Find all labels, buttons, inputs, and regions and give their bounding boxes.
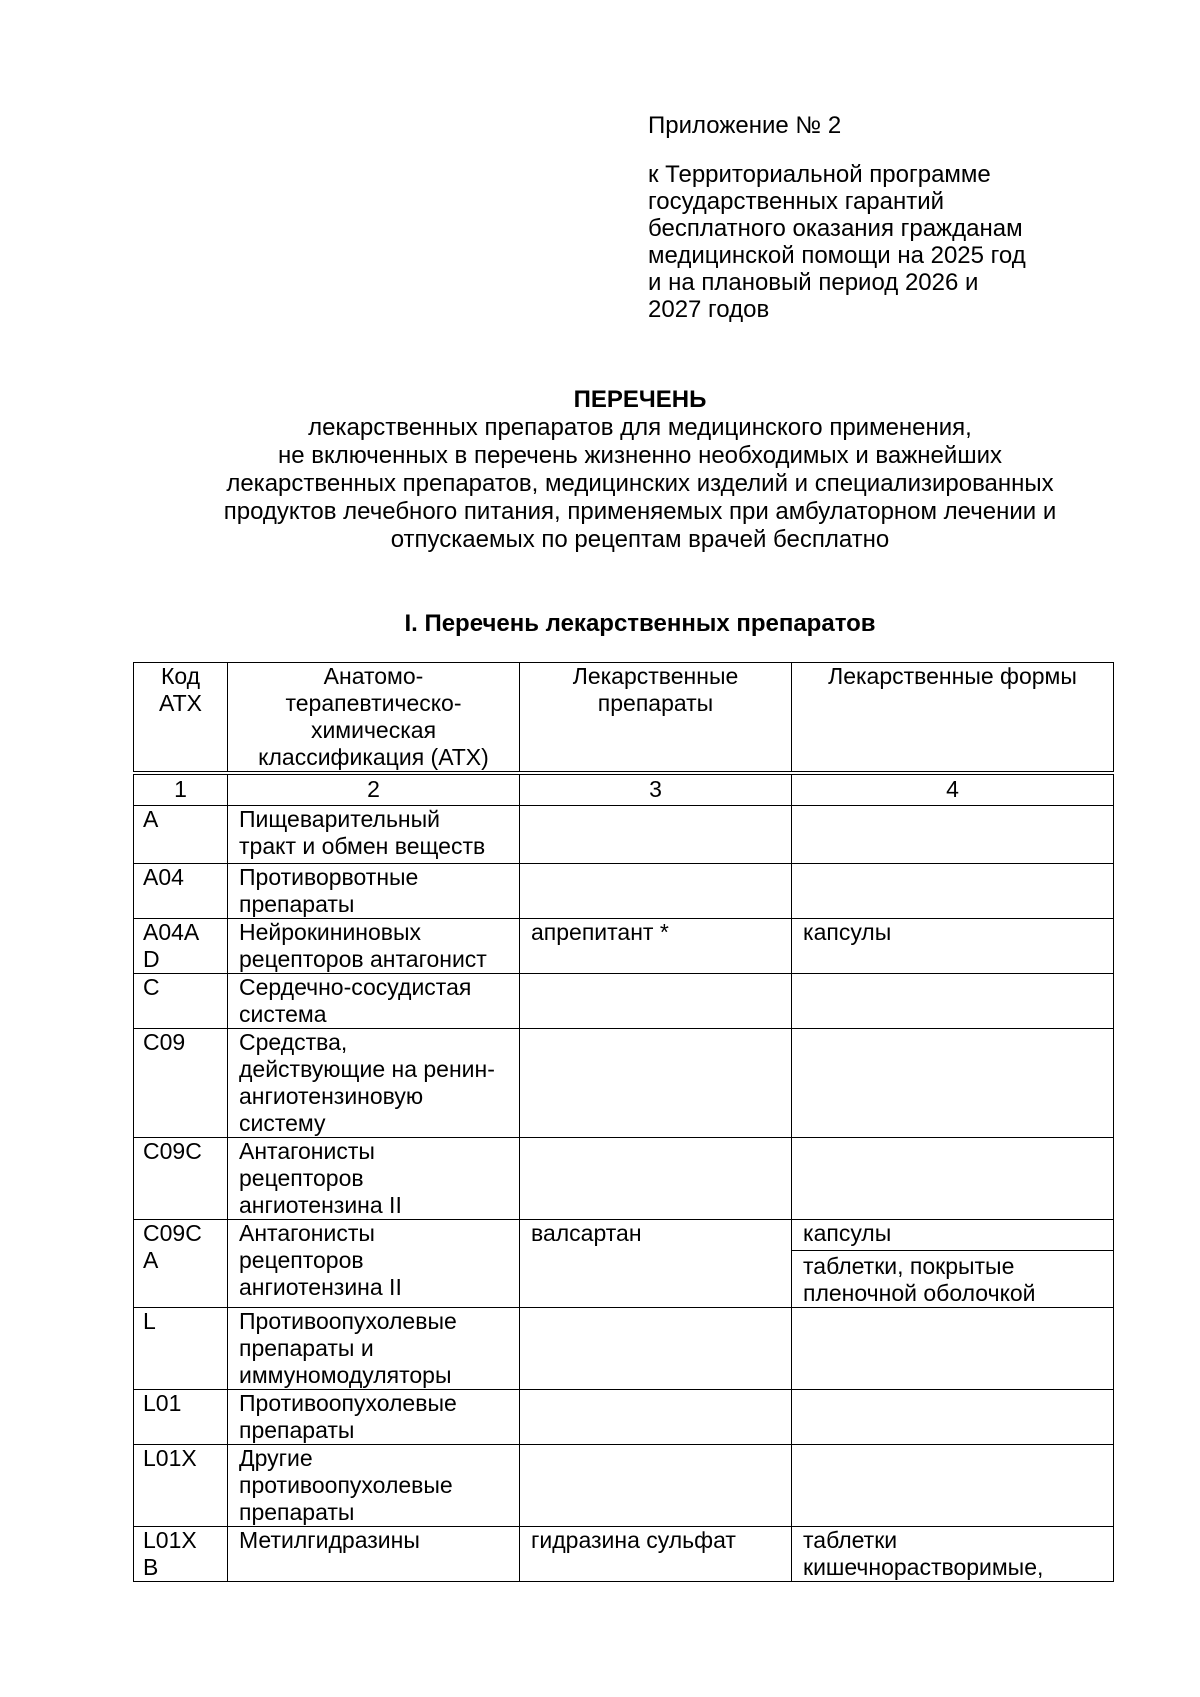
class-line: Антагонисты [239, 1138, 375, 1164]
code-line: A [143, 1247, 159, 1273]
header-line: Анатомо- [323, 663, 424, 689]
drug-forms [792, 974, 1114, 1029]
appendix-block [648, 112, 1108, 323]
table-row [134, 1029, 1114, 1138]
drug-table [133, 774, 1114, 1582]
code-line: B [143, 1554, 159, 1580]
section-title: I. Перечень лекарственных препаратов [404, 610, 876, 637]
code-line: L01 [143, 1390, 182, 1416]
atc-code [134, 919, 228, 974]
code-line: C [143, 974, 160, 1000]
column-number: 1 [134, 775, 228, 806]
drug-name [520, 1029, 792, 1138]
atc-class [228, 806, 520, 864]
table-row [134, 806, 1114, 864]
drug-forms [792, 1029, 1114, 1138]
header-drugs [520, 663, 792, 772]
atc-code [134, 1029, 228, 1138]
atc-class [228, 1390, 520, 1445]
header-row [134, 663, 1114, 772]
class-line: ангиотензина II [239, 1192, 402, 1218]
drug-forms [792, 806, 1114, 864]
drug-name [520, 974, 792, 1029]
code-line: L01X [143, 1445, 197, 1471]
class-line: Другие [239, 1445, 313, 1471]
heading-line: лекарственных препаратов, медицинских изделий и специализированных [226, 470, 1054, 497]
code-line: C09C [143, 1220, 202, 1246]
atc-code [134, 1308, 228, 1390]
appendix-line: государственных гарантий [648, 188, 945, 215]
atc-class [228, 974, 520, 1029]
drug-forms [792, 1390, 1114, 1445]
drug-name [520, 1445, 792, 1527]
header-forms [792, 663, 1114, 772]
class-line: препараты [239, 891, 355, 917]
drug-name [520, 864, 792, 919]
column-number: 2 [228, 775, 520, 806]
atc-code [134, 864, 228, 919]
class-line: Антагонисты [239, 1220, 375, 1246]
drug-forms [792, 1445, 1114, 1527]
class-line: систему [239, 1110, 326, 1136]
atc-code [134, 1445, 228, 1527]
table-row [134, 919, 1114, 974]
form-line: капсулы [803, 919, 892, 945]
atc-class [228, 919, 520, 974]
header-line: Лекарственные формы [828, 663, 1077, 689]
code-line: L [143, 1308, 156, 1334]
table-row [134, 1445, 1114, 1527]
code-line: A04A [143, 919, 200, 945]
code-line: C09 [143, 1029, 186, 1055]
appendix-line: и на плановый период 2026 и [648, 269, 979, 296]
class-line: ангиотензиновую [239, 1083, 424, 1109]
class-line: Нейрокининовых [239, 919, 422, 945]
table-row [134, 864, 1114, 919]
header-line: Код [160, 663, 201, 689]
class-line: тракт и обмен веществ [239, 833, 486, 859]
column-number: 4 [792, 775, 1114, 806]
class-line: препараты [239, 1499, 355, 1525]
class-line: рецепторов [239, 1247, 364, 1273]
column-number: 3 [520, 775, 792, 806]
header-line: Лекарственные [572, 663, 739, 689]
drug-forms [792, 1220, 1114, 1308]
class-line: Противоопухолевые [239, 1308, 457, 1334]
appendix-line: медицинской помощи на 2025 год [648, 242, 1026, 269]
class-line: система [239, 1001, 327, 1027]
header-line: химическая [310, 717, 437, 743]
atc-class [228, 1029, 520, 1138]
class-line: Средства, [239, 1029, 348, 1055]
class-line: препараты [239, 1417, 355, 1443]
atc-class [228, 1445, 520, 1527]
atc-code [134, 1527, 228, 1582]
atc-code [134, 1138, 228, 1220]
atc-class [228, 1220, 520, 1308]
class-line: Метилгидразины [239, 1527, 420, 1553]
drug-forms [792, 1308, 1114, 1390]
appendix-line: к Территориальной программе [648, 161, 991, 188]
class-line: Пищеварительный [239, 806, 441, 832]
heading-line: отпускаемых по рецептам врачей бесплатно [390, 526, 890, 553]
appendix-line: бесплатного оказания гражданам [648, 215, 1023, 242]
form-line: капсулы [803, 1220, 892, 1246]
class-line: Противоопухолевые [239, 1390, 457, 1416]
table-row [134, 1527, 1114, 1582]
header-line: классификация (АТХ) [258, 744, 489, 770]
drug-forms [792, 1138, 1114, 1220]
drug-name: гидразина сульфат [520, 1527, 792, 1582]
drug-name [520, 1138, 792, 1220]
header-code [134, 663, 228, 772]
atc-code [134, 1220, 228, 1308]
heading-line: лекарственных препаратов для медицинского применения, [308, 414, 972, 441]
drug-name: валсартан [520, 1220, 792, 1308]
header-line: препараты [597, 690, 714, 716]
atc-class [228, 864, 520, 919]
code-line: A04 [143, 864, 184, 890]
table-row [134, 1220, 1114, 1308]
table-header [133, 662, 1114, 772]
table-row [134, 1308, 1114, 1390]
atc-class [228, 1138, 520, 1220]
class-line: рецепторов [239, 1165, 364, 1191]
appendix-number: Приложение № 2 [648, 112, 842, 139]
class-line: рецепторов антагонист [239, 946, 487, 972]
code-line: C09C [143, 1138, 202, 1164]
header-line: АТХ [159, 690, 202, 716]
class-line: Сердечно-сосудистая [239, 974, 472, 1000]
table-row [134, 1138, 1114, 1220]
code-line: A [143, 806, 159, 832]
heading-line: не включенных в перечень жизненно необходимых и важнейших [278, 442, 1002, 469]
drug-forms [792, 1527, 1114, 1582]
header-classification [228, 663, 520, 772]
drug-name [520, 1390, 792, 1445]
class-line: противоопухолевые [239, 1472, 453, 1498]
form-line: таблетки, покрытые пленочной оболочкой [792, 1250, 1113, 1307]
class-line: Противорвотные [239, 864, 419, 890]
drug-forms [792, 864, 1114, 919]
column-number-row [134, 775, 1114, 806]
class-line: ангиотензина II [239, 1274, 402, 1300]
appendix-line: 2027 годов [648, 296, 770, 323]
document-title: ПЕРЕЧЕНЬ [573, 386, 707, 413]
code-line: D [143, 946, 160, 972]
class-line: действующие на ренин- [239, 1056, 495, 1082]
atc-class [228, 1308, 520, 1390]
table-row [134, 974, 1114, 1029]
heading-line: продуктов лечебного питания, применяемых при амбулаторном лечении и [223, 498, 1057, 525]
atc-code [134, 974, 228, 1029]
drug-name [520, 806, 792, 864]
class-line: иммуномодуляторы [239, 1362, 452, 1388]
header-line: терапевтическо- [285, 690, 462, 716]
atc-code [134, 1390, 228, 1445]
atc-code [134, 806, 228, 864]
drug-name [520, 1308, 792, 1390]
code-line: L01X [143, 1527, 197, 1553]
document-heading [120, 386, 1160, 554]
class-line: препараты и [239, 1335, 374, 1361]
drug-forms [792, 919, 1114, 974]
atc-class [228, 1527, 520, 1582]
drug-name: апрепитант * [520, 919, 792, 974]
table-row [134, 1390, 1114, 1445]
form-line: таблетки кишечнорастворимые, [803, 1527, 1044, 1580]
